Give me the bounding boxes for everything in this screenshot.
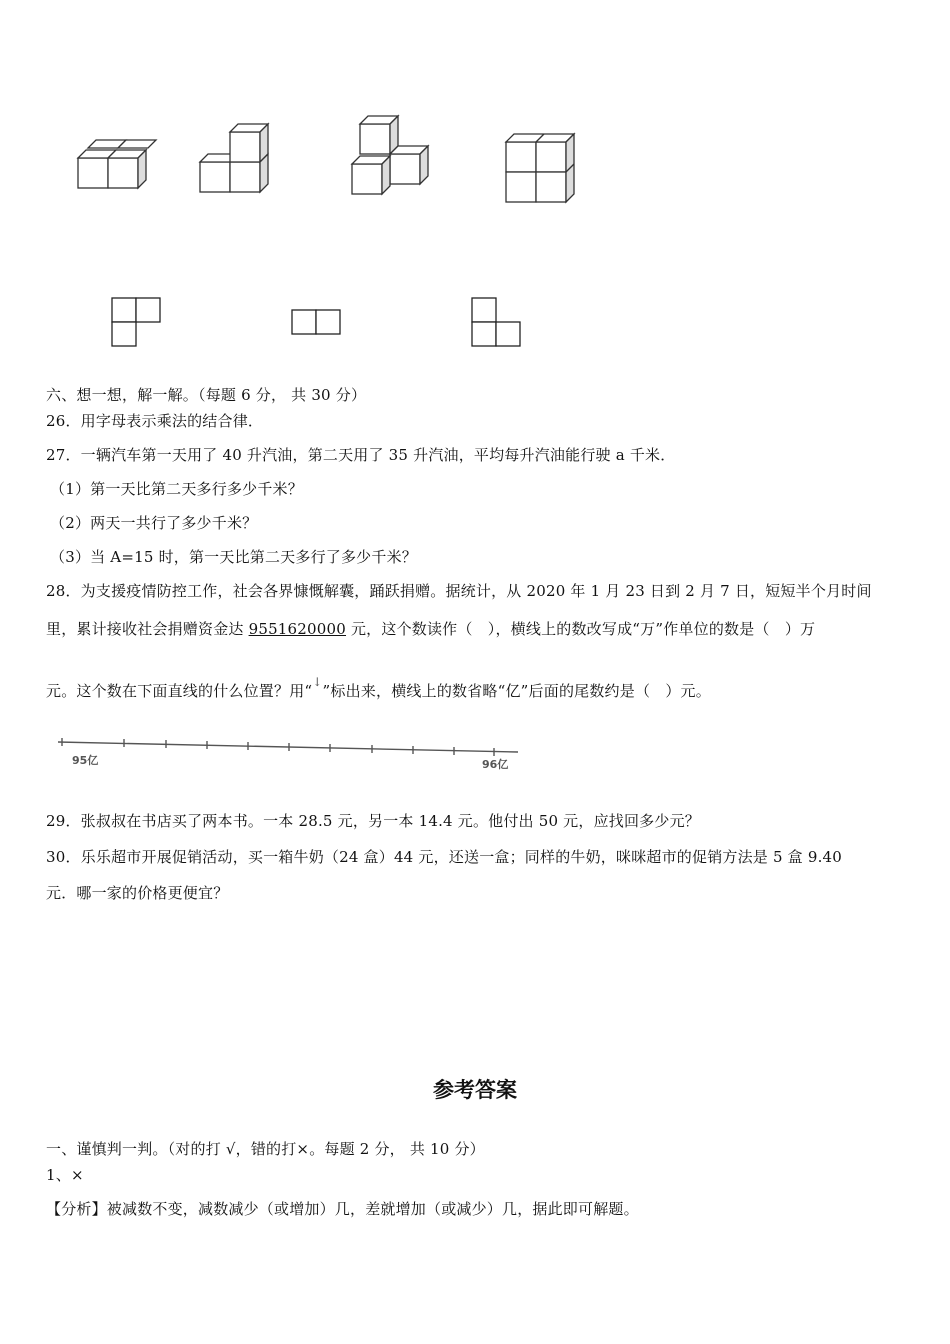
- q28-line-2-text-a: 里，累计接收社会捐赠资金达: [46, 620, 249, 638]
- question-27-part-2: （2）两天一共行了多少千米？: [50, 514, 258, 532]
- q28-line-3-text-b: ”标出来，横线上的数省略“亿”后面的尾数约是（ ）元。: [322, 682, 711, 700]
- cube-solid-1: [74, 136, 154, 196]
- number-line-label-right: 96亿: [482, 758, 509, 771]
- question-28-line-3: [46, 675, 711, 701]
- question-27-stem: 27．一辆汽车第一天用了 40 升汽油，第二天用了 35 升汽油，平均每升汽油能行驶 a 千米．: [46, 446, 676, 464]
- q28-donation-amount: 9551620000: [248, 620, 347, 638]
- answer-1-analysis: 【分析】被减数不变，减数减少（或增加）几，差就增加（或减少）几，据此即可解题。: [46, 1200, 639, 1218]
- cube-solid-4: [502, 126, 582, 206]
- view-1: [110, 296, 164, 348]
- question-30-line-2: 元．哪一家的价格更便宜？: [46, 884, 229, 902]
- answers-section-1-heading: 一、谨慎判一判。（对的打 √，错的打×。每题 2 分， 共 10 分）: [46, 1140, 485, 1158]
- question-28-line-1: 28．为支援疫情防控工作，社会各界慷慨解囊，踊跃捐赠。据统计，从 2020 年 1 月 23 日到 2 月 7 日，短短半个月时间: [46, 582, 872, 600]
- question-26: 26．用字母表示乘法的结合律．: [46, 412, 264, 430]
- cube-solid-3: [348, 112, 438, 202]
- question-28-line-2: [46, 618, 815, 639]
- down-arrow-icon: ↓: [312, 675, 323, 689]
- q28-line-2-text-b: 元，这个数读作（ ），横线上的数改写成“万”作单位的数是（ ）万: [346, 620, 816, 638]
- view-3: [470, 296, 524, 348]
- answer-1: 1、×: [46, 1166, 84, 1184]
- question-30-line-1: 30．乐乐超市开展促销活动，买一箱牛奶（24 盒）44 元，还送一盒；同样的牛奶，咪咪超市的促销方法是 5 盒 9.40: [46, 848, 843, 866]
- number-line-label-left: 95亿: [72, 754, 99, 767]
- answers-title: 参考答案: [433, 1078, 517, 1102]
- question-27-part-3: （3）当 A=15 时，第一天比第二天多行了多少千米？: [50, 548, 417, 566]
- question-29: 29．张叔叔在书店买了两本书。一本 28.5 元，另一本 14.4 元。他付出 50 元，应找回多少元？: [46, 812, 700, 830]
- section-6-heading: 六、想一想，解一解。（每题 6 分， 共 30 分）: [46, 386, 367, 404]
- cube-solid-2: [196, 120, 276, 200]
- view-2: [290, 308, 344, 336]
- number-line: [56, 732, 526, 776]
- q28-line-3-text-a: 元。这个数在下面直线的什么位置？用“: [46, 682, 313, 700]
- question-27-part-1: （1）第一天比第二天多行多少千米？: [50, 480, 303, 498]
